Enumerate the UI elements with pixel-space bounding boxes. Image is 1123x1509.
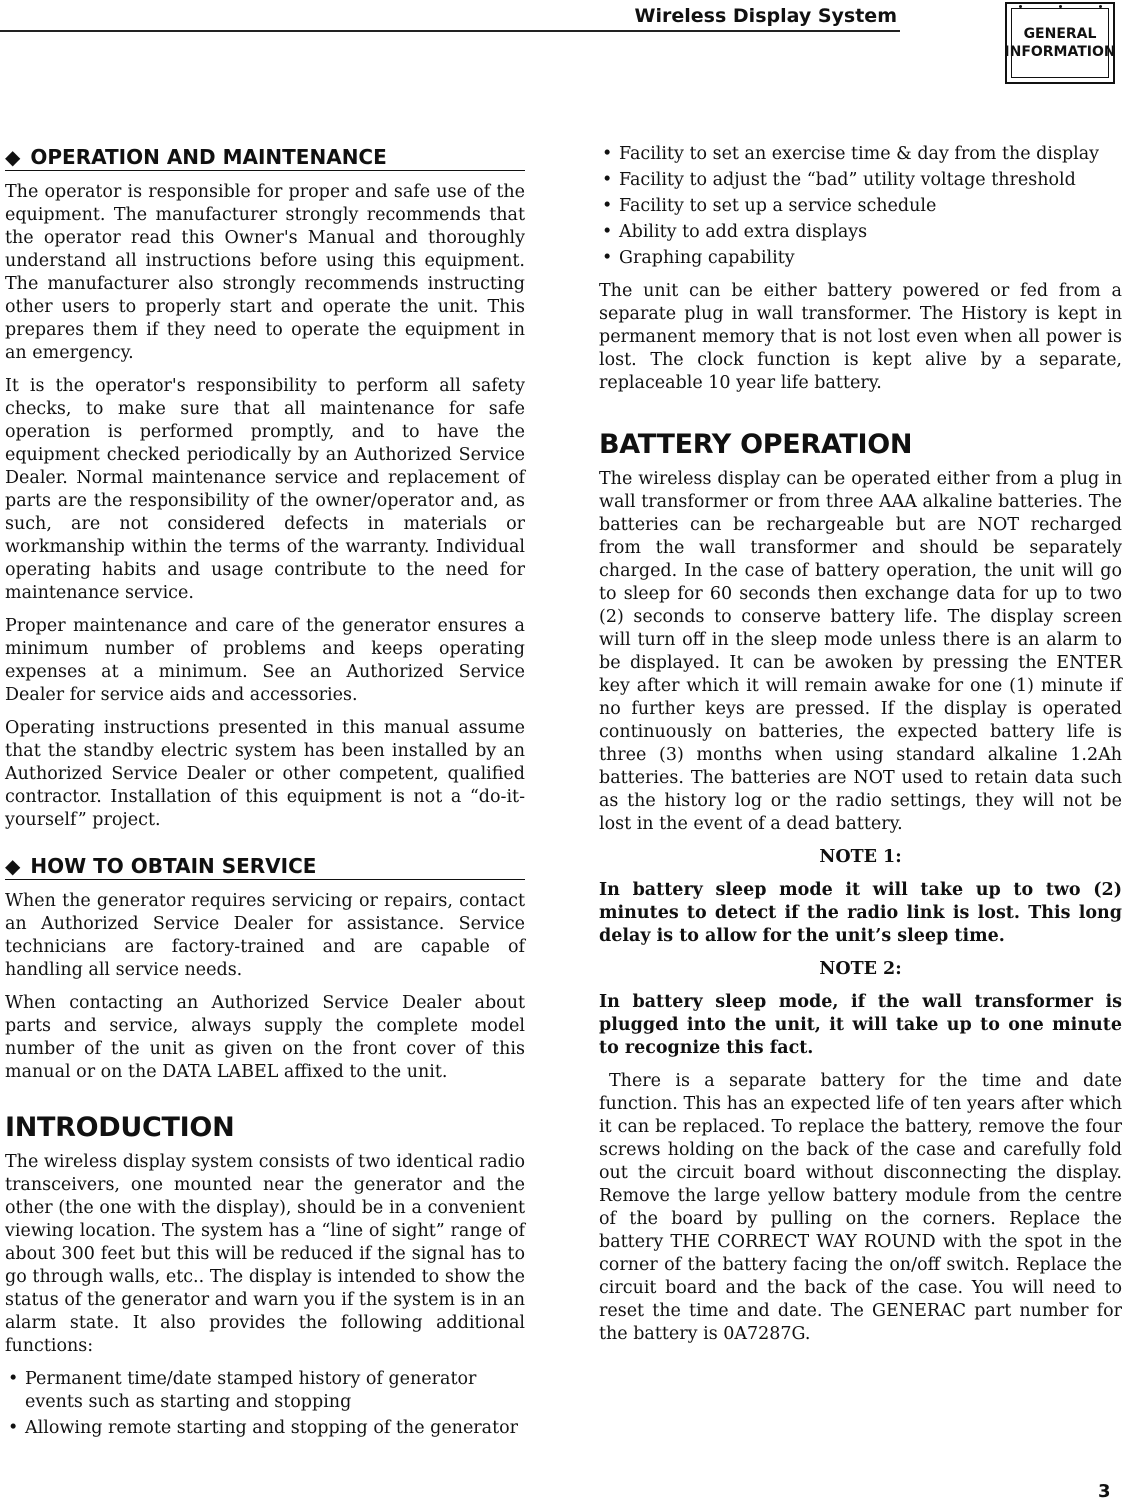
list-item: • Facility to adjust the “bad” utility voltage threshold [599,169,1122,192]
service-paragraph-1: When the generator requires servicing or repairs, contact an Authorized Service Dealer for assistance. Service technicians are factory-trained and are capable of handling all service needs. [5,891,525,980]
list-item: • Facility to set up a service schedule [599,195,1122,218]
diamond-icon: ◆ [5,853,21,878]
obtain-service-heading [5,852,525,880]
general-information-badge [1005,2,1115,84]
introduction-heading: INTRODUCTION [5,1112,235,1143]
list-item: • Graphing capability [599,247,1122,270]
list-item: • Allowing remote starting and stopping of the generator [5,1417,525,1440]
note-1-title: NOTE 1: [819,847,902,867]
operation-paragraph-3: Proper maintenance and care of the generator ensures a minimum number of problems and keeps operating expenses at a minimum. See an Authorized Service Dealer for service aids and accessories. [5,616,525,705]
functions-list-left [5,1368,525,1440]
list-item: • Ability to add extra displays [599,221,1122,244]
service-paragraph-2: When contacting an Authorized Service Dealer about parts and service, always supply the complete model number of the unit as given on the front cover of this manual or on the DATA LABEL affixed to the unit. [5,993,525,1082]
badge-line-2: INFORMATION [1004,44,1116,60]
battery-operation-heading: BATTERY OPERATION [599,429,913,460]
list-item: • Facility to set an exercise time & day from the display [599,143,1122,166]
functions-list-right [599,143,1122,270]
note-2-title: NOTE 2: [819,959,902,979]
power-paragraph: The unit can be either battery powered or fed from a separate plug in wall transformer. The History is kept in permanent memory that is not lost even when all power is lost. The clock function is kept alive by a separate, replaceable 10 year life battery. [599,281,1122,393]
running-header-title: Wireless Display System [634,5,897,27]
left-column [5,143,525,1450]
list-item: • Permanent time/date stamped history of generator events such as starting and stopping [5,1368,525,1414]
note-1-text: In battery sleep mode it will take up to two (2) minutes to detect if the radio link is lost. This long delay is to allow for the unit’s sleep time. [599,880,1122,946]
note-2-text: In battery sleep mode, if the wall transformer is plugged into the unit, it will take up to one minute to recognize this fact. [599,992,1122,1058]
operation-paragraph-4: Operating instructions presented in this manual assume that the standby electric system has been installed by an Authorized Service Dealer or other competent, qualified contractor. Installation of this equipment is not a “do-it-yourself” project. [5,718,525,830]
diamond-icon: ◆ [5,144,21,169]
page-number: 3 [1098,1481,1111,1502]
battery-paragraph: The wireless display can be operated either from a plug in wall transformer or from three AAA alkaline batteries. The batteries can be rechargeable but are NOT recharged from the wall transformer and should be separately charged. In the case of battery operation, the unit will go to sleep for 60 seconds then exchange data for up to two (2) seconds to conserve battery life. The display screen will turn off in the sleep mode unless there is an alarm to be displayed. It can be awoken by pressing the ENTER key after which it will remain awake for one (1) minute if no further keys are pressed. If the display is operated continuously on batteries, the expected battery life is three (3) months when using standard alkaline 1.2Ah batteries. The batteries are NOT used to retain data such as the history log or the radio settings, they will not be lost in the event of a dead battery. [599,469,1122,834]
heading-label: OPERATION AND MAINTENANCE [30,144,387,169]
operation-paragraph-1: The operator is responsible for proper and safe use of the equipment. The manufacturer strongly recommends that the operator read this Owner's Manual and thoroughly understand all instructions before using this equipment. The manufacturer also strongly recommends instructing other users to properly start and operate the unit. This prepares them if they need to operate the equipment in an emergency. [5,182,525,363]
operation-maintenance-heading [5,143,525,171]
badge-label [1004,8,1116,78]
right-column [599,143,1122,1356]
badge-line-1: GENERAL [1023,26,1097,42]
header-rule [0,30,900,32]
heading-label: HOW TO OBTAIN SERVICE [30,853,317,878]
introduction-paragraph: The wireless display system consists of two identical radio transceivers, one mounted near the generator and the other (the one with the display), should be in a convenient viewing location. The system has a “line of sight” range of about 300 feet but this will be reduced if the signal has to go through walls, etc.. The display is intended to show the status of the generator and warn you if the system is in an alarm state. It also provides the following additional functions: [5,1152,525,1356]
clock-battery-paragraph: There is a separate battery for the time and date function. This has an expected life of ten years after which it can be replaced. To replace the battery, remove the four screws holding on the back of the case and carefully fold out the circuit board without disconnecting the display. Remove the large yellow battery module from the centre of the board by pulling on the corners. Replace the battery THE CORRECT WAY ROUND with the spot in the corner of the battery facing the on/off switch. Replace the circuit board and the back of the case. You will need to reset the time and date. The GENERAC part number for the battery is 0A7287G. [599,1071,1122,1344]
operation-paragraph-2: It is the operator's responsibility to perform all safety checks, to make sure that all maintenance for safe operation is performed promptly, and to have the equipment checked periodically by an Authorized Service Dealer. Normal maintenance service and replacement of parts are the responsibility of the owner/operator and, as such, are not considered defects in materials or workmanship within the terms of the warranty. Individual operating habits and usage contribute to the need for maintenance service. [5,376,525,603]
